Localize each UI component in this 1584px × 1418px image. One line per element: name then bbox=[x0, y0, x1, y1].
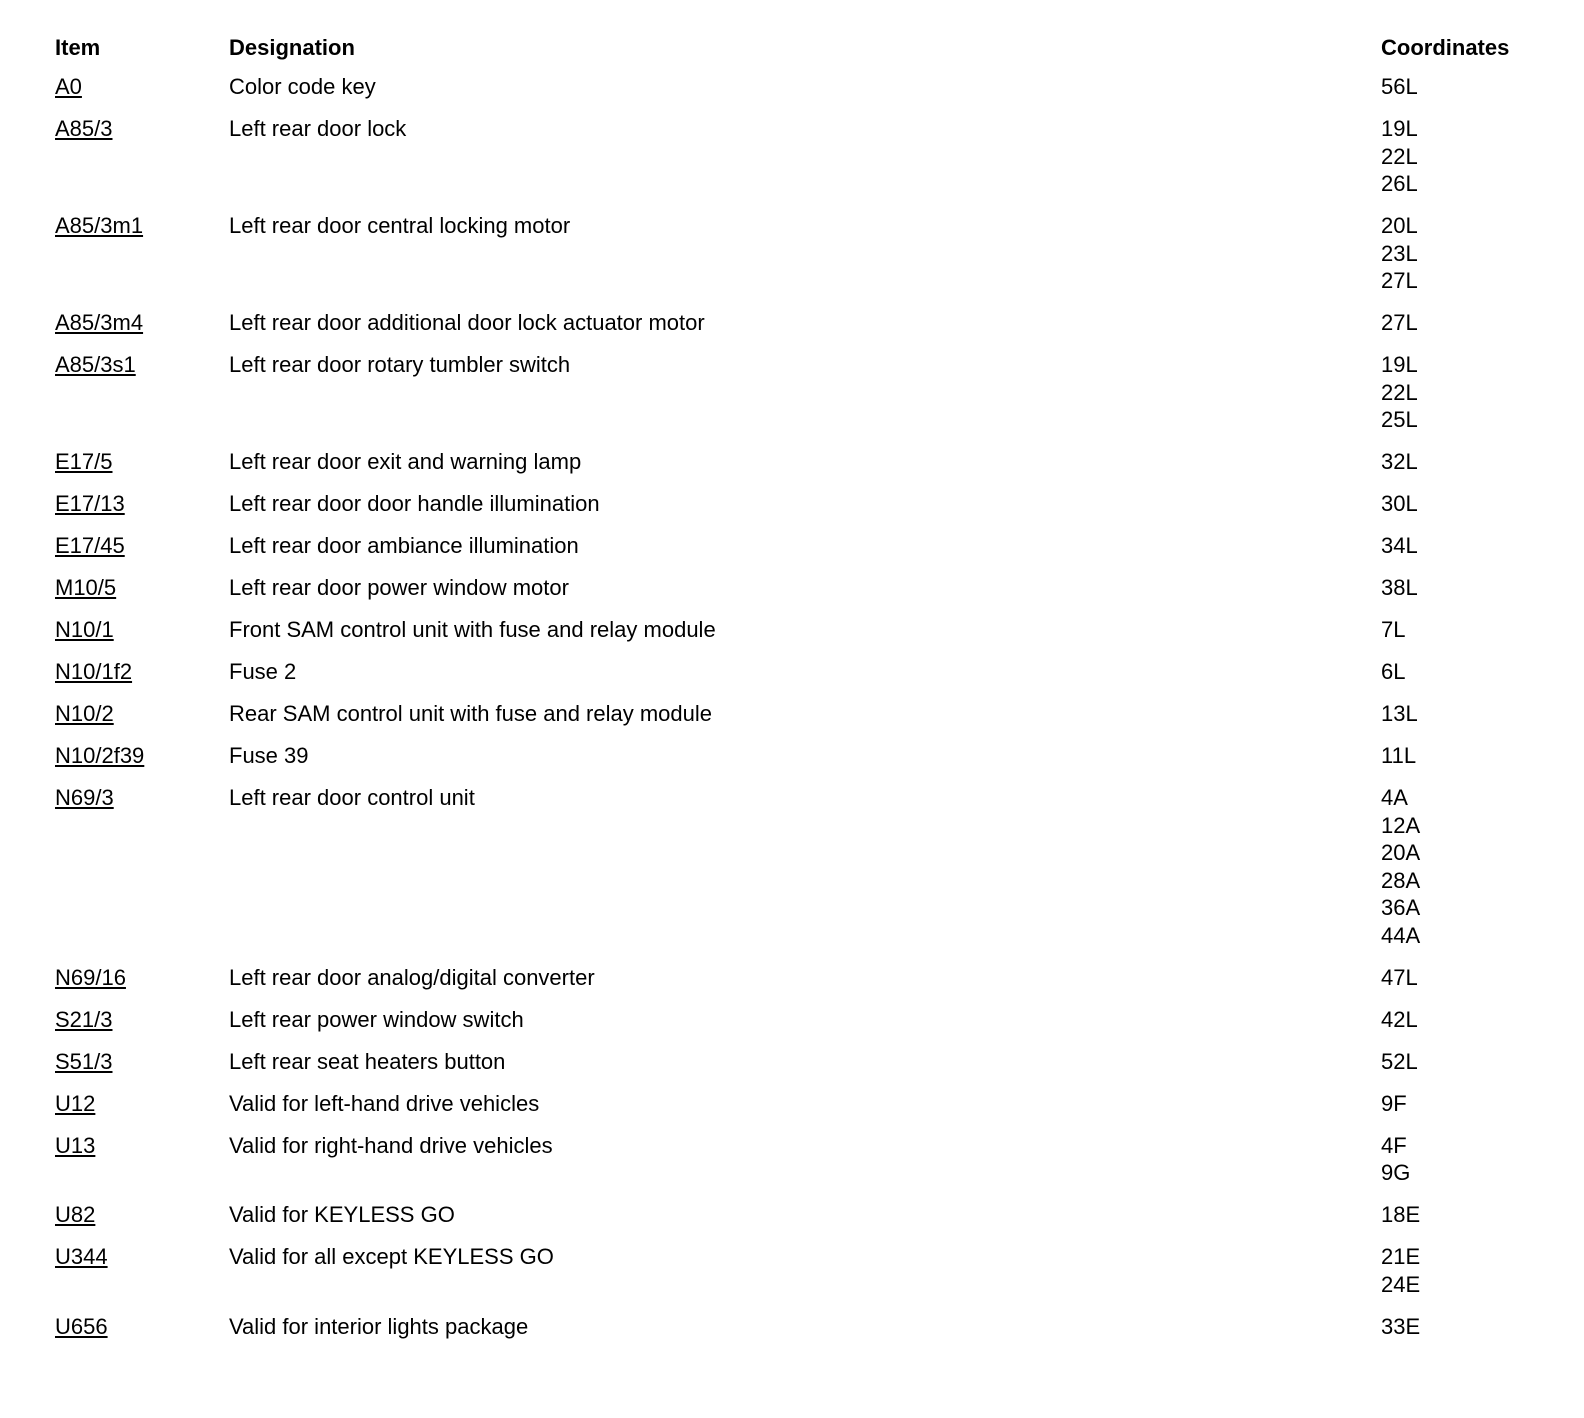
coordinate-value: 42L bbox=[1381, 1006, 1418, 1032]
item-cell bbox=[55, 1132, 229, 1160]
coordinates-cell bbox=[1381, 658, 1565, 686]
item-link[interactable]: N10/2 bbox=[55, 701, 114, 726]
designation-cell: Left rear door ambiance illumination bbox=[229, 533, 579, 558]
item-cell bbox=[55, 351, 229, 379]
item-link[interactable]: U344 bbox=[55, 1244, 108, 1269]
table-row bbox=[55, 964, 1565, 992]
table-row bbox=[55, 1006, 1565, 1034]
item-link[interactable]: U656 bbox=[55, 1313, 108, 1339]
designation-cell: Front SAM control unit with fuse and relay module bbox=[229, 617, 716, 642]
table-row bbox=[55, 212, 1565, 295]
coordinate-value: 20L bbox=[1381, 213, 1418, 238]
coordinate-value: 20A bbox=[1381, 840, 1421, 865]
item-cell bbox=[55, 700, 229, 728]
legend-table bbox=[55, 34, 1565, 1355]
designation-cell: Fuse 2 bbox=[229, 659, 297, 684]
item-link[interactable]: A85/3m1 bbox=[55, 213, 144, 238]
item-link[interactable]: U82 bbox=[55, 1202, 96, 1227]
coordinate-value: 27L bbox=[1381, 310, 1418, 335]
item-link[interactable]: A85/3 bbox=[55, 116, 113, 141]
coordinates-cell bbox=[1381, 574, 1565, 602]
item-cell bbox=[55, 309, 229, 337]
coordinate-value: 28A bbox=[1381, 867, 1421, 893]
designation-cell: Left rear door door handle illumination bbox=[229, 491, 600, 516]
coordinate-value: 12A bbox=[1381, 812, 1421, 838]
table-row bbox=[55, 309, 1565, 337]
item-cell bbox=[55, 448, 229, 476]
item-link[interactable]: A85/3s1 bbox=[55, 352, 136, 377]
designation-cell: Left rear door power window motor bbox=[229, 575, 569, 600]
coordinate-value: 30L bbox=[1381, 491, 1418, 516]
item-link[interactable]: U12 bbox=[55, 1090, 96, 1116]
table-row bbox=[55, 448, 1565, 476]
table-row bbox=[55, 784, 1565, 949]
coordinates-cell bbox=[1381, 1243, 1565, 1298]
coordinate-value: 25L bbox=[1381, 407, 1418, 432]
coordinate-value: 7L bbox=[1381, 617, 1406, 642]
designation-cell: Left rear door additional door lock actuator motor bbox=[229, 310, 705, 335]
item-link[interactable]: N69/3 bbox=[55, 785, 114, 810]
coordinates-cell bbox=[1381, 1132, 1565, 1187]
coordinate-value: 44A bbox=[1381, 922, 1421, 948]
designation-cell: Valid for interior lights package bbox=[229, 1313, 529, 1339]
item-link[interactable]: A85/3m4 bbox=[55, 310, 144, 335]
item-link[interactable]: E17/5 bbox=[55, 449, 113, 474]
item-cell bbox=[55, 784, 229, 812]
coordinate-value: 18E bbox=[1381, 1202, 1421, 1227]
coordinate-value: 9F bbox=[1381, 1090, 1407, 1116]
item-cell bbox=[55, 115, 229, 143]
coordinate-value: 47L bbox=[1381, 964, 1418, 990]
coordinates-cell bbox=[1381, 1006, 1565, 1034]
item-cell bbox=[55, 532, 229, 560]
designation-cell: Valid for right-hand drive vehicles bbox=[229, 1132, 553, 1158]
coordinate-value: 33E bbox=[1381, 1313, 1421, 1339]
designation-cell: Left rear door rotary tumbler switch bbox=[229, 352, 571, 377]
coordinate-value: 9G bbox=[1381, 1160, 1411, 1185]
designation-cell: Rear SAM control unit with fuse and relay module bbox=[229, 701, 713, 726]
coordinate-value: 56L bbox=[1381, 74, 1418, 99]
item-cell bbox=[55, 212, 229, 240]
header-coordinates: Coordinates bbox=[1381, 35, 1510, 60]
item-link[interactable]: N10/1f2 bbox=[55, 659, 133, 684]
item-link[interactable]: A0 bbox=[55, 74, 82, 99]
coordinate-value: 22L bbox=[1381, 143, 1418, 169]
header-item: Item bbox=[55, 35, 101, 60]
designation-cell: Left rear seat heaters button bbox=[229, 1048, 506, 1074]
table-row bbox=[55, 1048, 1565, 1076]
header-designation: Designation bbox=[229, 35, 355, 60]
coordinate-value: 11L bbox=[1381, 743, 1417, 768]
designation-cell: Left rear power window switch bbox=[229, 1006, 524, 1032]
table-row bbox=[55, 73, 1565, 101]
coordinates-cell bbox=[1381, 1201, 1565, 1229]
designation-cell: Left rear door exit and warning lamp bbox=[229, 449, 582, 474]
item-link[interactable]: E17/13 bbox=[55, 491, 125, 516]
coordinate-value: 23L bbox=[1381, 240, 1418, 266]
coordinates-cell bbox=[1381, 490, 1565, 518]
designation-cell: Valid for KEYLESS GO bbox=[229, 1202, 455, 1227]
coordinate-value: 21E bbox=[1381, 1244, 1421, 1269]
coordinate-value: 32L bbox=[1381, 449, 1418, 474]
coordinates-cell bbox=[1381, 115, 1565, 198]
coordinate-value: 52L bbox=[1381, 1048, 1418, 1074]
coordinates-cell bbox=[1381, 964, 1565, 992]
item-cell bbox=[55, 964, 229, 992]
table-row bbox=[55, 1201, 1565, 1229]
item-link[interactable]: N10/1 bbox=[55, 617, 114, 642]
coordinates-cell bbox=[1381, 73, 1565, 101]
coordinates-cell bbox=[1381, 212, 1565, 295]
coordinate-value: 4F bbox=[1381, 1132, 1407, 1158]
item-cell bbox=[55, 73, 229, 101]
coordinate-value: 22L bbox=[1381, 379, 1418, 405]
designation-cell: Color code key bbox=[229, 74, 376, 99]
coordinate-value: 4A bbox=[1381, 785, 1408, 810]
coordinate-value: 19L bbox=[1381, 352, 1418, 377]
coordinates-cell bbox=[1381, 742, 1565, 770]
designation-cell: Valid for left-hand drive vehicles bbox=[229, 1090, 540, 1116]
item-cell bbox=[55, 1243, 229, 1271]
table-row bbox=[55, 616, 1565, 644]
coordinates-cell bbox=[1381, 616, 1565, 644]
item-cell bbox=[55, 1201, 229, 1229]
designation-cell: Valid for all except KEYLESS GO bbox=[229, 1244, 554, 1269]
coordinates-cell bbox=[1381, 532, 1565, 560]
item-link[interactable]: S21/3 bbox=[55, 1006, 113, 1032]
coordinate-value: 27L bbox=[1381, 268, 1418, 293]
table-row bbox=[55, 1243, 1565, 1298]
table-row bbox=[55, 1132, 1565, 1187]
table-header bbox=[55, 34, 1565, 73]
coordinates-cell bbox=[1381, 784, 1565, 949]
coordinates-cell bbox=[1381, 309, 1565, 337]
coordinate-value: 38L bbox=[1381, 575, 1418, 600]
table-row bbox=[55, 658, 1565, 686]
table-row bbox=[55, 1090, 1565, 1118]
coordinates-cell bbox=[1381, 1048, 1565, 1076]
item-cell bbox=[55, 1313, 229, 1341]
item-cell bbox=[55, 1090, 229, 1118]
item-cell bbox=[55, 658, 229, 686]
table-row bbox=[55, 351, 1565, 434]
table-row bbox=[55, 700, 1565, 728]
table-row bbox=[55, 115, 1565, 198]
designation-cell: Left rear door lock bbox=[229, 116, 407, 141]
item-cell bbox=[55, 742, 229, 770]
coordinate-value: 34L bbox=[1381, 533, 1418, 558]
coordinate-value: 19L bbox=[1381, 116, 1418, 141]
item-link[interactable]: U13 bbox=[55, 1132, 96, 1158]
table-row bbox=[55, 742, 1565, 770]
item-link[interactable]: E17/45 bbox=[55, 533, 125, 558]
item-link[interactable]: M10/5 bbox=[55, 575, 117, 600]
table-row bbox=[55, 532, 1565, 560]
coordinates-cell bbox=[1381, 1090, 1565, 1118]
coordinate-value: 26L bbox=[1381, 171, 1418, 196]
item-link[interactable]: S51/3 bbox=[55, 1048, 113, 1074]
table-body bbox=[55, 73, 1565, 1340]
table-row bbox=[55, 490, 1565, 518]
coordinate-value: 24E bbox=[1381, 1271, 1421, 1297]
coordinates-cell bbox=[1381, 351, 1565, 434]
table-row bbox=[55, 574, 1565, 602]
designation-cell: Left rear door central locking motor bbox=[229, 213, 571, 238]
designation-cell: Fuse 39 bbox=[229, 743, 309, 768]
coordinate-value: 36A bbox=[1381, 895, 1421, 920]
item-link[interactable]: N10/2f39 bbox=[55, 743, 145, 768]
coordinates-cell bbox=[1381, 448, 1565, 476]
item-cell bbox=[55, 1006, 229, 1034]
coordinates-cell bbox=[1381, 1313, 1565, 1341]
item-cell bbox=[55, 616, 229, 644]
coordinates-cell bbox=[1381, 700, 1565, 728]
coordinate-value: 13L bbox=[1381, 701, 1418, 726]
designation-cell: Left rear door analog/digital converter bbox=[229, 964, 595, 990]
table-row bbox=[55, 1313, 1565, 1341]
coordinate-value: 6L bbox=[1381, 659, 1406, 684]
item-cell bbox=[55, 1048, 229, 1076]
designation-cell: Left rear door control unit bbox=[229, 785, 475, 810]
item-cell bbox=[55, 490, 229, 518]
item-link[interactable]: N69/16 bbox=[55, 964, 126, 990]
item-cell bbox=[55, 574, 229, 602]
